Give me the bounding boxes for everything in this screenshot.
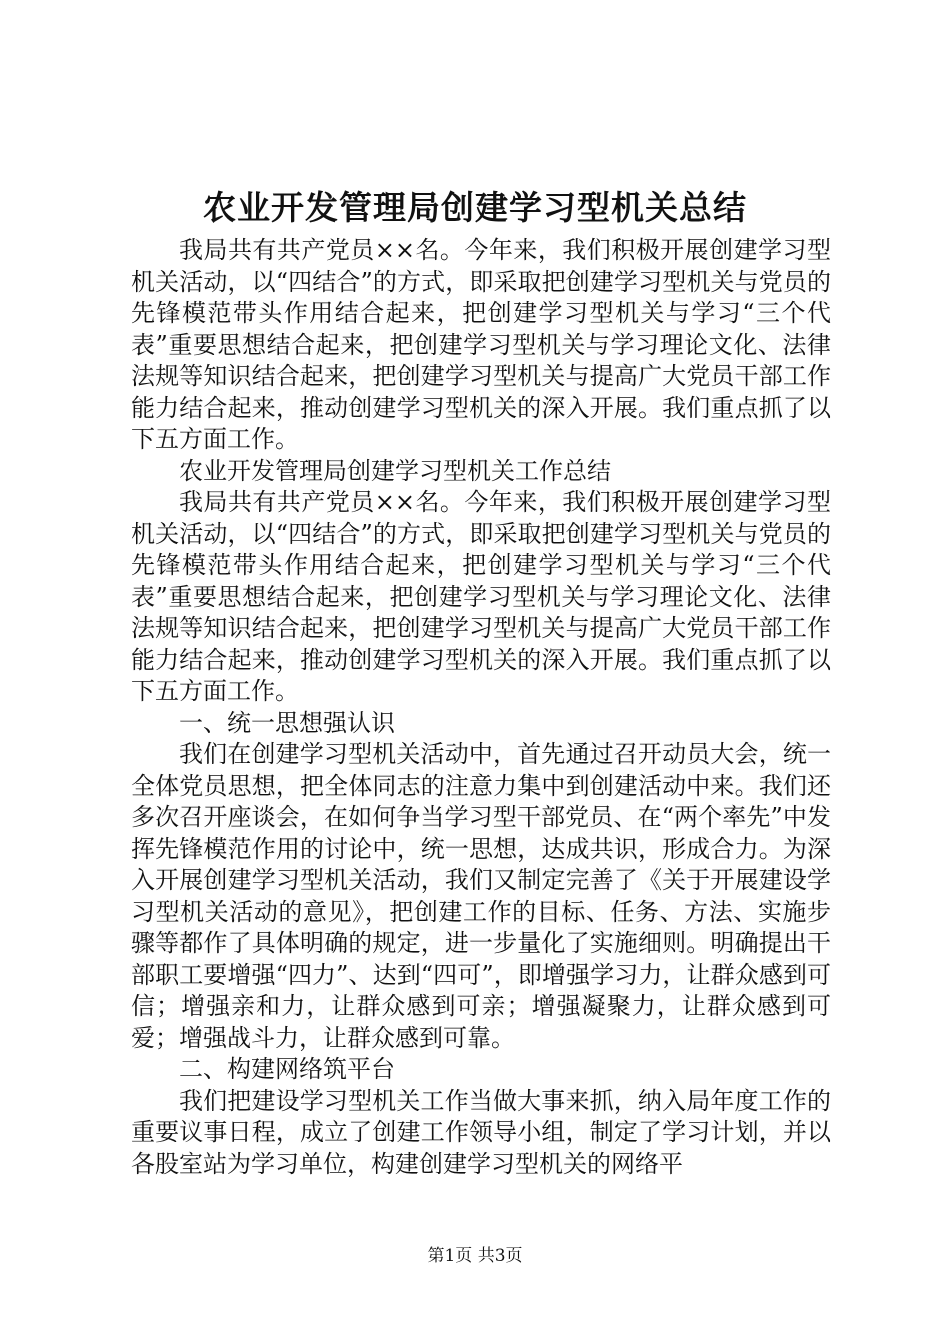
page-footer: 第1页 共3页 — [427, 1246, 523, 1266]
subtitle-line: 农业开发管理局创建学习型机关工作总结 — [179, 456, 611, 485]
section-heading-1: 一、统一思想强认识 — [179, 708, 395, 737]
intro-paragraph-repeat: 我局共有共产党员××名。今年来，我们积极开展创建学习型机关活动，以“四结合”的方式，即采取把创建学习型机关与党员的先锋模范带头作用结合起来，把创建学习型机关与学习“三个代表”重要思想结合起来，把创建学习型机关与学习理论文化、法律法规等知识结合起来，把创建学习型机关与提高广大党员干部工作能力结合起来，推动创建学习型机关的深入开展。我们重点抓了以下五方面工作。 — [131, 488, 831, 705]
section-2-paragraph: 我们把建设学习型机关工作当做大事来抓，纳入局年度工作的重要议事日程，成立了创建工作领导小组，制定了学习计划，并以各股室站为学习单位，构建创建学习型机关的网络平 — [131, 1086, 831, 1178]
section-heading-2: 二、构建网络筑平台 — [179, 1055, 395, 1083]
intro-paragraph: 我局共有共产党员××名。今年来，我们积极开展创建学习型机关活动，以“四结合”的方式，即采取把创建学习型机关与党员的先锋模范带头作用结合起来，把创建学习型机关与学习“三个代表”重要思想结合起来，把创建学习型机关与学习理论文化、法律法规等知识结合起来，把创建学习型机关与提高广大党员干部工作能力结合起来，推动创建学习型机关的深入开展。我们重点抓了以下五方面工作。 — [131, 236, 831, 453]
section-1-paragraph: 我们在创建学习型机关活动中，首先通过召开动员大会，统一全体党员思想，把全体同志的注意力集中到创建活动中来。我们还多次召开座谈会，在如何争当学习型干部党员、在“两个率先”中发挥先锋模范作用的讨论中，统一思想，达成共识，形成合力。为深入开展创建学习型机关活动，我们又制定完善了《关于开展建设学习型机关活动的意见》，把创建工作的目标、任务、方法、实施步骤等都作了具体明确的规定，进一步量化了实施细则。明确提出干部职工要增强“四力”、达到“四可”，即增强学习力，让群众感到可信；增强亲和力，让群众感到可亲；增强凝聚力，让群众感到可爱；增强战斗力，让群众感到可靠。 — [131, 740, 831, 1052]
document-title: 农业开发管理局创建学习型机关总结 — [203, 188, 747, 227]
document-body — [131, 235, 831, 1180]
